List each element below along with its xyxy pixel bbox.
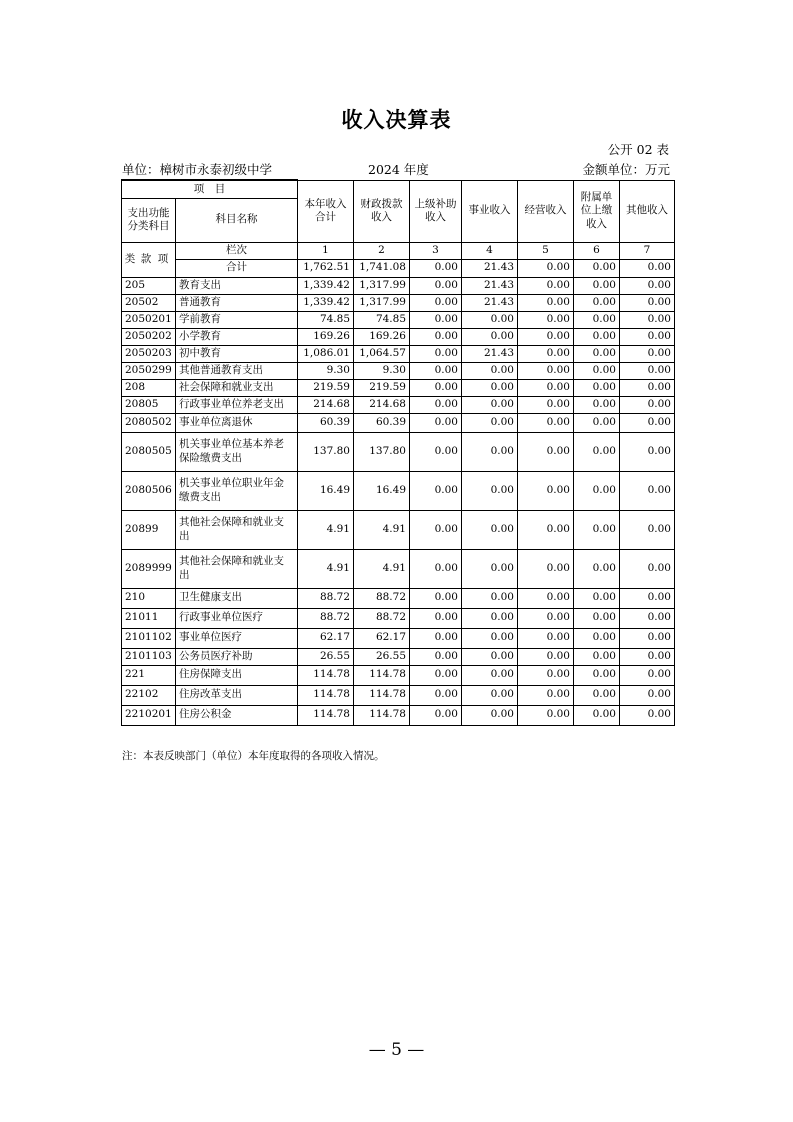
row-value: 0.00 (620, 379, 675, 396)
col-no-1: 1 (298, 242, 354, 259)
row-value: 0.00 (410, 396, 462, 413)
table-row (122, 665, 675, 685)
row-value: 0.00 (574, 328, 620, 345)
row-value: 114.78 (298, 665, 354, 685)
row-value: 0.00 (410, 362, 462, 379)
row-value: 214.68 (298, 396, 354, 413)
row-value: 0.00 (518, 510, 574, 549)
row-value: 0.00 (620, 628, 675, 648)
row-value: 0.00 (462, 413, 518, 432)
row-value: 0.00 (574, 294, 620, 311)
row-code: 2210201 (122, 705, 176, 725)
row-value: 0.00 (462, 432, 518, 471)
unit-label: 单位：樟树市永泰初级中学 (122, 162, 273, 177)
row-value: 0.00 (574, 413, 620, 432)
col-no-4: 4 (462, 242, 518, 259)
row-value: 88.72 (354, 588, 410, 608)
row-value: 0.00 (462, 311, 518, 328)
row-value: 1,086.01 (298, 345, 354, 362)
fiscal-year: 2024 年度 (368, 162, 429, 177)
row-code: 208 (122, 379, 176, 396)
row-name: 行政事业单位养老支出 (176, 396, 298, 413)
row-value: 214.68 (354, 396, 410, 413)
row-value: 1,339.42 (298, 277, 354, 294)
total-value: 21.43 (462, 259, 518, 277)
row-value: 88.72 (354, 608, 410, 628)
row-value: 0.00 (518, 648, 574, 665)
row-value: 0.00 (518, 379, 574, 396)
report-meta (122, 160, 670, 178)
row-value: 0.00 (620, 311, 675, 328)
row-value: 0.00 (462, 705, 518, 725)
row-value: 0.00 (410, 549, 462, 588)
row-value: 62.17 (354, 628, 410, 648)
row-value: 0.00 (410, 413, 462, 432)
row-value: 0.00 (620, 362, 675, 379)
row-value: 0.00 (574, 705, 620, 725)
total-value: 0.00 (620, 259, 675, 277)
row-value: 1,064.57 (354, 345, 410, 362)
row-code: 2050202 (122, 328, 176, 345)
row-value: 0.00 (574, 665, 620, 685)
total-label: 合计 (176, 259, 298, 277)
row-value: 0.00 (620, 549, 675, 588)
row-value: 0.00 (574, 396, 620, 413)
row-value: 0.00 (620, 413, 675, 432)
row-code: 21011 (122, 608, 176, 628)
table-row (122, 379, 675, 396)
row-value: 0.00 (574, 608, 620, 628)
row-name: 小学教育 (176, 328, 298, 345)
row-value: 0.00 (462, 379, 518, 396)
header-subject-name: 科目名称 (176, 198, 298, 242)
row-value: 0.00 (620, 396, 675, 413)
row-value: 0.00 (410, 628, 462, 648)
row-value: 0.00 (410, 665, 462, 685)
row-name: 卫生健康支出 (176, 588, 298, 608)
col-no-3: 3 (410, 242, 462, 259)
row-value: 137.80 (298, 432, 354, 471)
row-value: 26.55 (298, 648, 354, 665)
header-col-4: 事业收入 (462, 180, 518, 242)
row-code: 2080502 (122, 413, 176, 432)
row-name: 住房保障支出 (176, 665, 298, 685)
table-row (122, 362, 675, 379)
row-value: 0.00 (574, 277, 620, 294)
row-value: 0.00 (518, 685, 574, 705)
row-value: 0.00 (620, 471, 675, 510)
row-value: 9.30 (354, 362, 410, 379)
row-value: 0.00 (462, 608, 518, 628)
header-xiang: 项 (157, 252, 169, 265)
table-row (122, 396, 675, 413)
row-value: 74.85 (354, 311, 410, 328)
row-value: 0.00 (410, 608, 462, 628)
row-value: 0.00 (410, 471, 462, 510)
total-value: 0.00 (410, 259, 462, 277)
row-value: 0.00 (574, 648, 620, 665)
row-value: 0.00 (574, 510, 620, 549)
row-name: 住房公积金 (176, 705, 298, 725)
page-number: — 5 — (368, 1040, 425, 1060)
row-value: 0.00 (518, 413, 574, 432)
row-value: 0.00 (518, 665, 574, 685)
row-value: 0.00 (620, 345, 675, 362)
table-row (122, 588, 675, 608)
row-value: 0.00 (462, 510, 518, 549)
row-value: 0.00 (410, 328, 462, 345)
header-lei-kuan-xiang (122, 242, 176, 277)
header-col-5: 经营收入 (518, 180, 574, 242)
row-value: 0.00 (462, 396, 518, 413)
header-col-6: 附属单位上缴收入 (574, 180, 620, 242)
row-value: 0.00 (574, 432, 620, 471)
row-value: 0.00 (462, 362, 518, 379)
col-no-7: 7 (620, 242, 675, 259)
row-code: 2101102 (122, 628, 176, 648)
row-value: 0.00 (410, 588, 462, 608)
row-name: 其他社会保障和就业支出 (176, 549, 298, 588)
table-row (122, 648, 675, 665)
row-value: 88.72 (298, 588, 354, 608)
row-value: 0.00 (620, 685, 675, 705)
header-func-class: 支出功能分类科目 (122, 198, 176, 242)
row-code: 2050203 (122, 345, 176, 362)
row-value: 0.00 (620, 432, 675, 471)
row-value: 0.00 (410, 705, 462, 725)
row-name: 事业单位离退休 (176, 413, 298, 432)
row-value: 0.00 (462, 471, 518, 510)
row-value: 0.00 (410, 277, 462, 294)
header-col-1: 本年收入合计 (298, 180, 354, 242)
table-row (122, 510, 675, 549)
row-value: 0.00 (620, 510, 675, 549)
row-value: 74.85 (298, 311, 354, 328)
row-value: 0.00 (620, 608, 675, 628)
row-code: 20805 (122, 396, 176, 413)
row-value: 0.00 (574, 345, 620, 362)
row-value: 0.00 (620, 705, 675, 725)
row-value: 0.00 (462, 685, 518, 705)
row-value: 0.00 (518, 471, 574, 510)
row-code: 205 (122, 277, 176, 294)
row-value: 0.00 (410, 648, 462, 665)
row-value: 0.00 (462, 628, 518, 648)
row-value: 0.00 (518, 362, 574, 379)
row-value: 16.49 (354, 471, 410, 510)
row-value: 0.00 (518, 588, 574, 608)
row-value: 0.00 (518, 549, 574, 588)
col-no-2: 2 (354, 242, 410, 259)
row-value: 0.00 (574, 379, 620, 396)
row-value: 169.26 (298, 328, 354, 345)
header-lanci: 栏次 (176, 242, 298, 259)
row-value: 0.00 (574, 311, 620, 328)
table-row (122, 294, 675, 311)
header-col-7: 其他收入 (620, 180, 675, 242)
row-name: 公务员医疗补助 (176, 648, 298, 665)
row-code: 221 (122, 665, 176, 685)
row-value: 137.80 (354, 432, 410, 471)
row-value: 0.00 (518, 294, 574, 311)
header-col-3: 上级补助收入 (410, 180, 462, 242)
row-code: 2050201 (122, 311, 176, 328)
row-value: 0.00 (410, 379, 462, 396)
row-value: 0.00 (518, 311, 574, 328)
row-value: 114.78 (354, 705, 410, 725)
row-name: 事业单位医疗 (176, 628, 298, 648)
row-name: 住房改革支出 (176, 685, 298, 705)
row-value: 0.00 (410, 432, 462, 471)
row-value: 62.17 (298, 628, 354, 648)
row-value: 114.78 (298, 685, 354, 705)
row-value: 0.00 (574, 628, 620, 648)
row-value: 0.00 (574, 685, 620, 705)
table-row (122, 685, 675, 705)
header-lei: 类 (124, 252, 136, 265)
row-value: 60.39 (354, 413, 410, 432)
row-value: 0.00 (462, 588, 518, 608)
row-value: 21.43 (462, 345, 518, 362)
row-value: 0.00 (518, 396, 574, 413)
row-value: 0.00 (462, 665, 518, 685)
table-row (122, 277, 675, 294)
total-value: 1,741.08 (354, 259, 410, 277)
row-value: 16.49 (298, 471, 354, 510)
row-name: 初中教育 (176, 345, 298, 362)
row-value: 0.00 (518, 432, 574, 471)
row-value: 0.00 (574, 588, 620, 608)
row-value: 114.78 (354, 665, 410, 685)
table-row (122, 432, 675, 471)
row-code: 210 (122, 588, 176, 608)
row-value: 0.00 (410, 345, 462, 362)
row-name: 学前教育 (176, 311, 298, 328)
money-unit: 金额单位：万元 (582, 162, 670, 177)
row-value: 0.00 (410, 510, 462, 549)
page-title: 收入决算表 (341, 107, 452, 132)
row-code: 20899 (122, 510, 176, 549)
row-value: 0.00 (518, 345, 574, 362)
income-table (121, 179, 675, 726)
row-value: 0.00 (518, 277, 574, 294)
row-name: 机关事业单位基本养老保险缴费支出 (176, 432, 298, 471)
row-value: 0.00 (518, 608, 574, 628)
col-no-5: 5 (518, 242, 574, 259)
row-value: 0.00 (462, 648, 518, 665)
row-value: 0.00 (462, 549, 518, 588)
row-value: 21.43 (462, 294, 518, 311)
row-code: 2080505 (122, 432, 176, 471)
row-value: 1,339.42 (298, 294, 354, 311)
form-code: 公开 02 表 (607, 142, 669, 157)
row-code: 20502 (122, 294, 176, 311)
table-note: 注：本表反映部门（单位）本年度取得的各项收入情况。 (122, 750, 385, 762)
row-value: 0.00 (518, 705, 574, 725)
header-col-2: 财政拨款收入 (354, 180, 410, 242)
row-code: 2050299 (122, 362, 176, 379)
row-value: 0.00 (574, 549, 620, 588)
row-value: 114.78 (354, 685, 410, 705)
row-value: 0.00 (620, 294, 675, 311)
row-value: 4.91 (298, 549, 354, 588)
row-value: 219.59 (298, 379, 354, 396)
header-kuan: 款 (140, 252, 152, 265)
row-value: 4.91 (354, 510, 410, 549)
row-value: 1,317.99 (354, 277, 410, 294)
row-value: 60.39 (298, 413, 354, 432)
row-value: 0.00 (620, 588, 675, 608)
row-code: 2089999 (122, 549, 176, 588)
row-value: 219.59 (354, 379, 410, 396)
header-item: 项 目 (122, 180, 298, 198)
col-no-6: 6 (574, 242, 620, 259)
row-code: 22102 (122, 685, 176, 705)
row-name: 其他普通教育支出 (176, 362, 298, 379)
row-value: 0.00 (462, 328, 518, 345)
table-row (122, 413, 675, 432)
total-value: 0.00 (574, 259, 620, 277)
row-name: 教育支出 (176, 277, 298, 294)
row-value: 0.00 (620, 665, 675, 685)
table-row (122, 311, 675, 328)
table-row (122, 705, 675, 725)
total-value: 1,762.51 (298, 259, 354, 277)
table-row (122, 328, 675, 345)
table-row (122, 628, 675, 648)
table-row (122, 608, 675, 628)
row-value: 1,317.99 (354, 294, 410, 311)
table-row (122, 549, 675, 588)
row-value: 0.00 (410, 685, 462, 705)
row-name: 社会保障和就业支出 (176, 379, 298, 396)
row-value: 0.00 (518, 328, 574, 345)
total-value: 0.00 (518, 259, 574, 277)
row-name: 普通教育 (176, 294, 298, 311)
row-value: 0.00 (620, 328, 675, 345)
row-value: 88.72 (298, 608, 354, 628)
row-value: 0.00 (574, 362, 620, 379)
row-value: 0.00 (518, 628, 574, 648)
row-name: 其他社会保障和就业支出 (176, 510, 298, 549)
row-name: 行政事业单位医疗 (176, 608, 298, 628)
row-value: 21.43 (462, 277, 518, 294)
row-code: 2101103 (122, 648, 176, 665)
row-value: 169.26 (354, 328, 410, 345)
row-name: 机关事业单位职业年金缴费支出 (176, 471, 298, 510)
row-value: 114.78 (298, 705, 354, 725)
row-value: 0.00 (410, 294, 462, 311)
table-row (122, 471, 675, 510)
total-row (122, 259, 675, 277)
row-value: 26.55 (354, 648, 410, 665)
row-value: 4.91 (298, 510, 354, 549)
row-code: 2080506 (122, 471, 176, 510)
row-value: 0.00 (620, 648, 675, 665)
row-value: 9.30 (298, 362, 354, 379)
row-value: 0.00 (410, 311, 462, 328)
row-value: 4.91 (354, 549, 410, 588)
row-value: 0.00 (574, 471, 620, 510)
table-row (122, 345, 675, 362)
row-value: 0.00 (620, 277, 675, 294)
